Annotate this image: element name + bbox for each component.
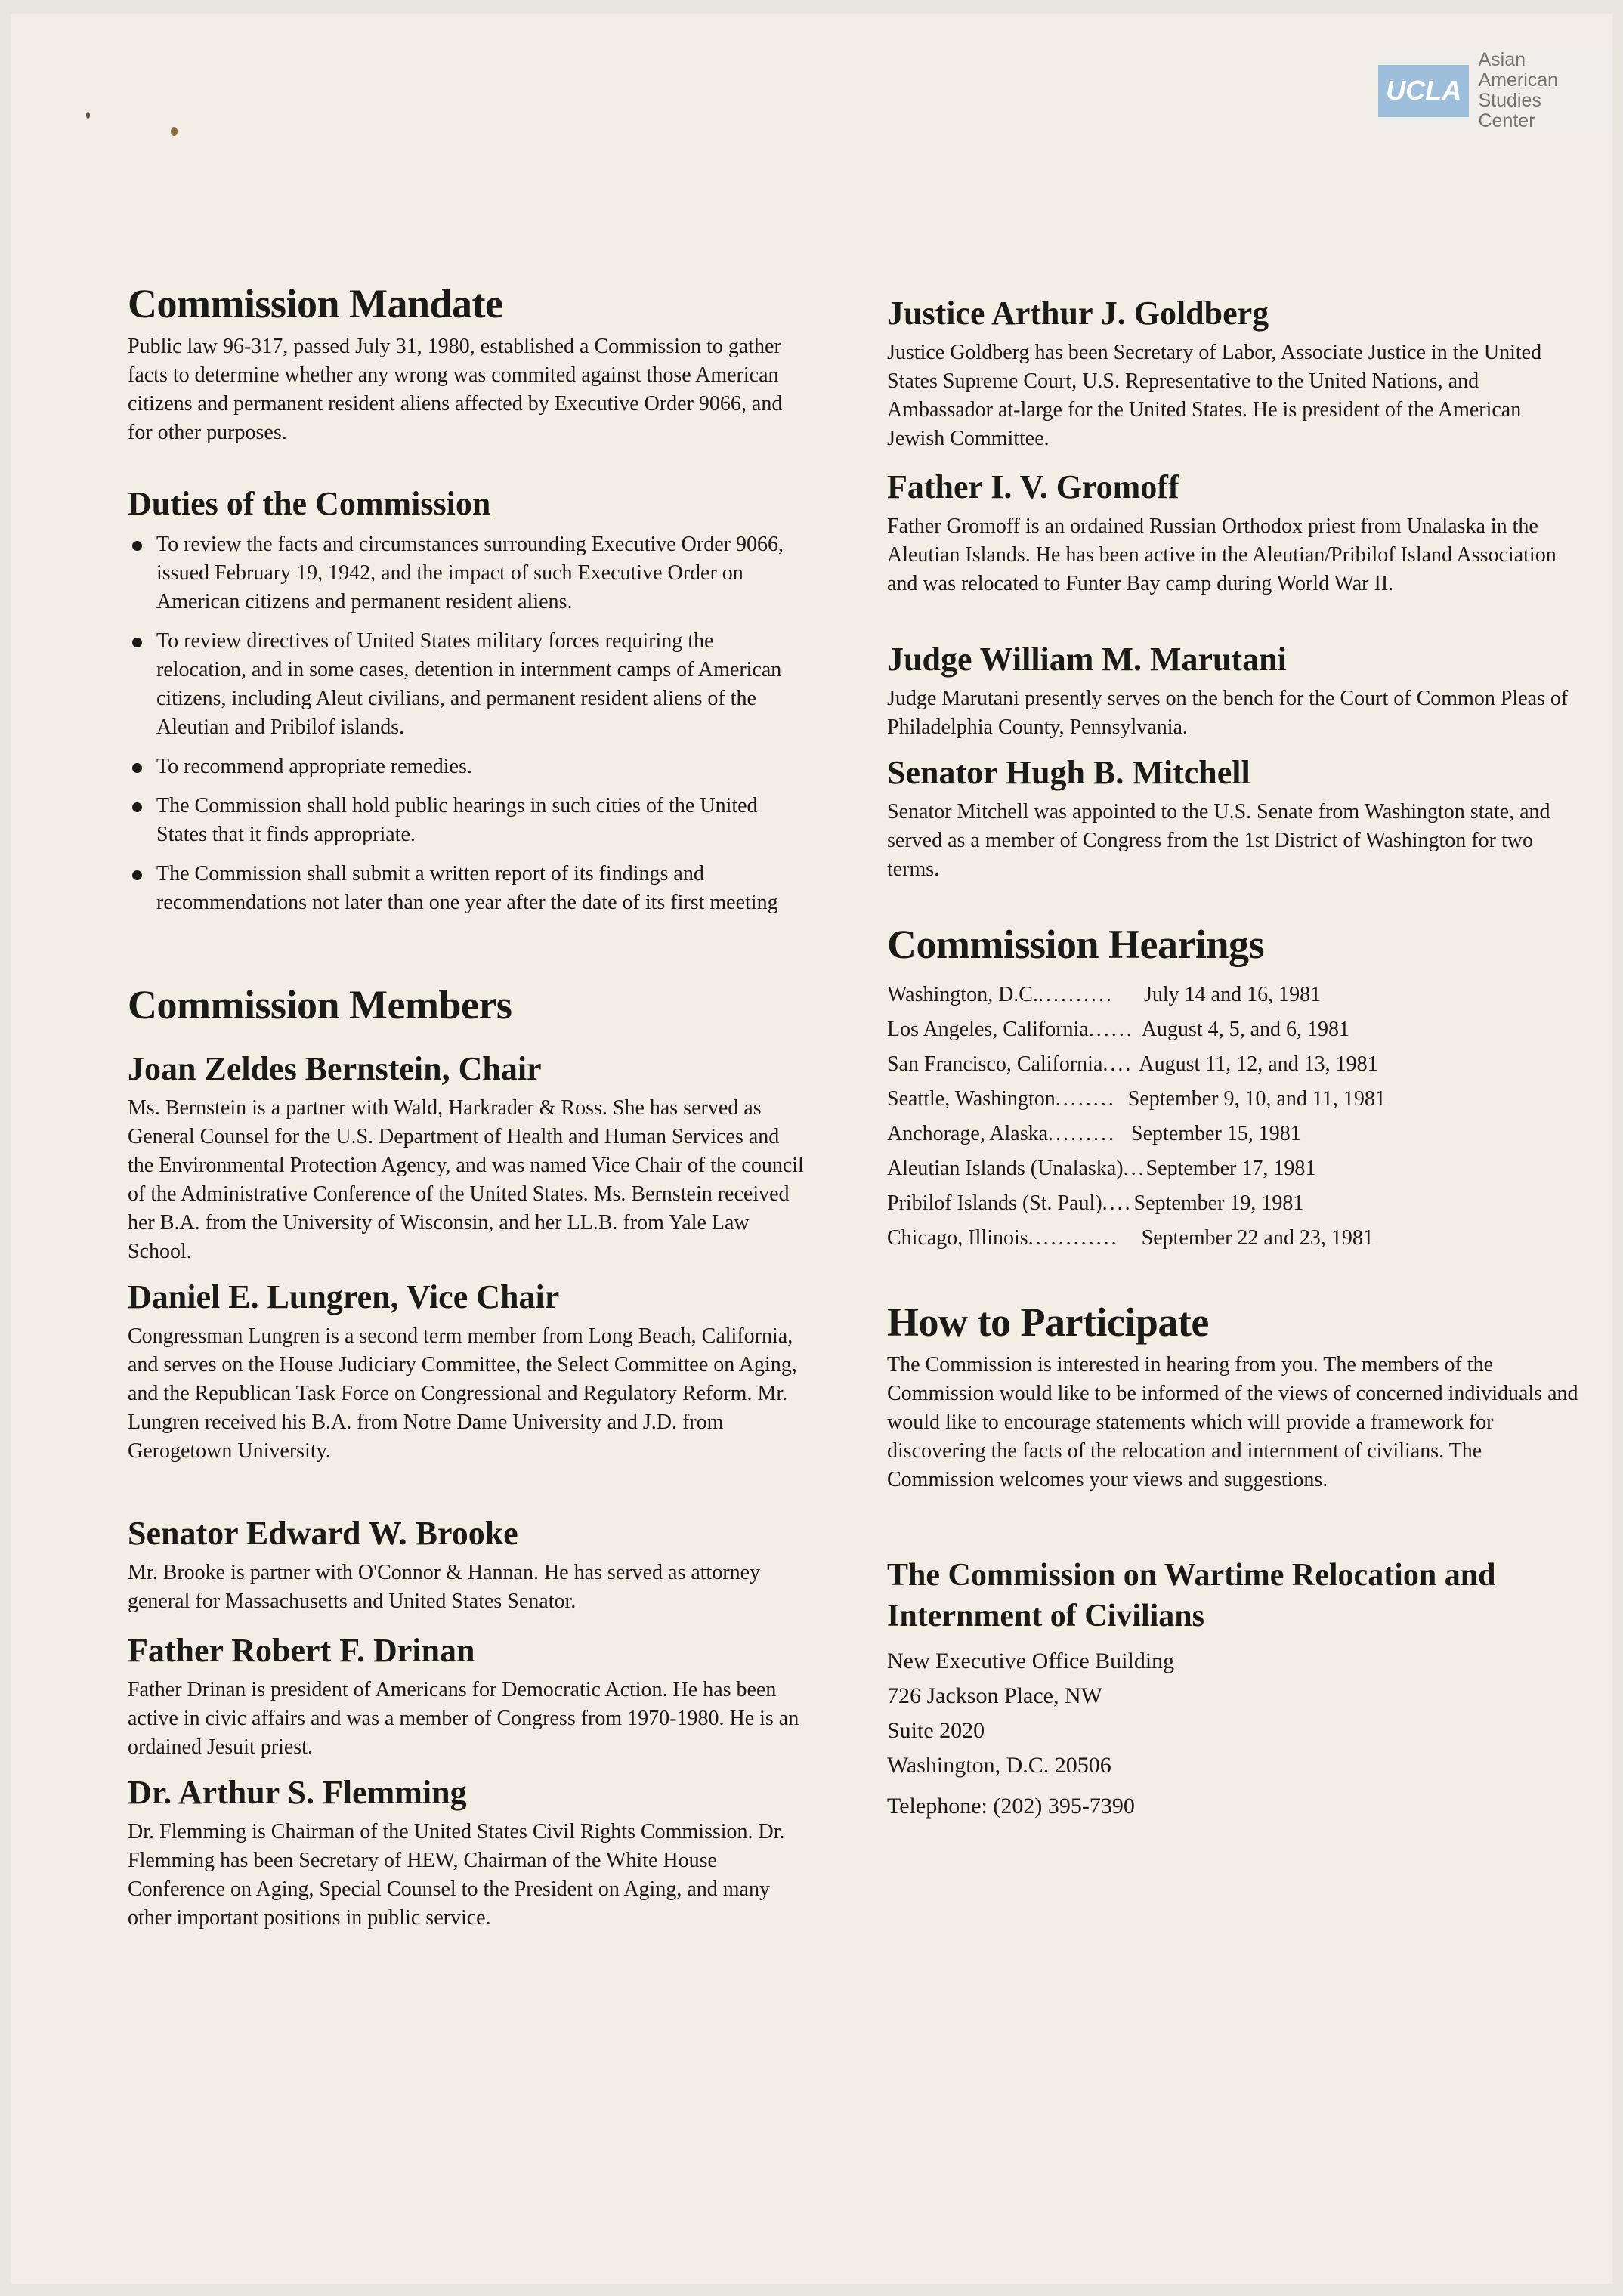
member-name: Senator Hugh B. Mitchell [887, 754, 1250, 791]
duty-item [128, 530, 808, 616]
hearing-row [887, 1012, 1582, 1047]
member-bio: Father Drinan is president of Americans for Democratic Action. He has been active in civic affairs and was a member of Congress from 1970-1980. He is an ordained Jesuit priest. [128, 1678, 799, 1759]
hearing-row [887, 1047, 1582, 1082]
duty-item [128, 752, 808, 781]
member-bio: Father Gromoff is an ordained Russian Orthodox priest from Unalaska in the Aleutian Islands. He has been active in the Aleutian/Pribilof Island Association and was relocated to Funter Bay camp during World War II. [887, 515, 1557, 595]
telephone: Telephone: (202) 395-7390 [887, 1794, 1135, 1819]
address-line: 726 Jackson Place, NW [887, 1683, 1102, 1708]
dot-leader: ......... [1048, 1122, 1117, 1145]
hearing-place: Aleutian Islands (Unalaska) [887, 1157, 1124, 1180]
hearing-date: September 19, 1981 [1133, 1191, 1304, 1215]
hearing-date: September 17, 1981 [1145, 1157, 1316, 1180]
hearing-date: August 11, 12, and 13, 1981 [1139, 1052, 1378, 1076]
member-name: Judge William M. Marutani [887, 641, 1287, 678]
scan-speck [86, 112, 90, 119]
hearing-row [887, 1221, 1582, 1256]
hearing-place: Los Angeles, California [887, 1018, 1089, 1041]
mandate-section [128, 280, 808, 447]
member-entry [128, 1630, 808, 1762]
member-entry [887, 752, 1582, 884]
members-section [128, 981, 808, 1029]
dot-leader: ...... [1088, 1018, 1134, 1041]
hearing-date: July 14 and 16, 1981 [1143, 983, 1322, 1006]
member-entry [128, 1277, 808, 1466]
duties-section [128, 484, 808, 928]
duty-text: To review directives of United States military forces requiring the relocation, and in some cases, detention in internment camps of American citizens, including Aleut civilians, and permanent resident aliens of the Aleutian and Pribilof islands. [156, 629, 782, 739]
dot-leader: ........ [1055, 1087, 1116, 1111]
member-entry [128, 1513, 808, 1616]
hearing-place: Pribilof Islands (St. Paul) [887, 1191, 1102, 1215]
duty-item [128, 627, 808, 742]
hearing-date: September 22 and 23, 1981 [1141, 1226, 1374, 1250]
duties-heading: Duties of the Commission [128, 485, 491, 522]
member-entry [887, 467, 1582, 598]
member-name: Father Robert F. Drinan [128, 1632, 475, 1669]
contact-heading: The Commission on Wartime Relocation and Internment of Civilians [887, 1558, 1496, 1633]
participate-heading: How to Participate [887, 1299, 1209, 1345]
member-name: Dr. Arthur S. Flemming [128, 1774, 467, 1811]
hearing-row [887, 1117, 1582, 1151]
hearing-row [887, 1151, 1582, 1186]
dot-leader: ............ [1028, 1226, 1119, 1250]
hearing-place: Anchorage, Alaska [887, 1122, 1049, 1145]
hearing-row [887, 1186, 1582, 1221]
hearing-place: Seattle, Washington [887, 1087, 1056, 1111]
address-line: Suite 2020 [887, 1718, 985, 1743]
bullet-icon [132, 802, 142, 812]
hearing-row [887, 978, 1582, 1012]
member-name: Joan Zeldes Bernstein, Chair [128, 1050, 542, 1087]
address-line: Washington, D.C. 20506 [887, 1753, 1111, 1778]
contact-address [887, 1644, 1537, 1824]
dot-leader: .... [1102, 1052, 1133, 1076]
hearing-date: September 9, 10, and 11, 1981 [1127, 1087, 1386, 1111]
hearing-date: September 15, 1981 [1131, 1122, 1301, 1145]
member-bio: Ms. Bernstein is a partner with Wald, Harkrader & Ross. She has served as General Counsel for the U.S. Department of Health and Human Services and the Environmental Protection Agency, and was named Vice Chair of the council of the Administrative Conference of the United States. Ms. Bernstein received her B.A. from the University of Wisconsin, and her LL.B. from Yale Law School. [128, 1096, 804, 1263]
members-heading: Commission Members [128, 982, 512, 1027]
ucla-aasc-logo [1378, 50, 1612, 131]
hearing-place: Chicago, Illinois [887, 1226, 1028, 1250]
bullet-icon [132, 541, 142, 551]
member-entry [887, 293, 1582, 453]
dot-leader: ... [1123, 1157, 1146, 1180]
duty-text: To recommend appropriate remedies. [156, 755, 472, 778]
member-name: Father I. V. Gromoff [887, 468, 1179, 505]
hearings-heading: Commission Hearings [887, 922, 1265, 967]
duty-item [128, 860, 808, 917]
member-name: Justice Arthur J. Goldberg [887, 295, 1269, 332]
hearing-place: Washington, D.C. [887, 983, 1038, 1006]
member-bio: Justice Goldberg has been Secretary of Labor, Associate Justice in the United States Supreme Court, U.S. Representative to the United Nations, and Ambassador at-large for the United States. He is president of the American Jewish Committee. [887, 341, 1542, 450]
duty-item [128, 792, 808, 849]
bullet-icon [132, 638, 142, 647]
member-bio: Senator Mitchell was appointed to the U.S. Senate from Washington state, and served as a member of Congress from the 1st District of Washington for two terms. [887, 800, 1550, 881]
mandate-text: Public law 96-317, passed July 31, 1980, established a Commission to gather facts to determine whether any wrong was commited against those American citizens and permanent resident aliens affected by Executive Order 9066, and for other purposes. [128, 335, 783, 444]
bullet-icon [132, 763, 142, 773]
duty-text: The Commission shall hold public hearings in such cities of the United States that it finds appropriate. [156, 794, 758, 846]
duty-text: The Commission shall submit a written report of its findings and recommendations not later than one year after the date of its first meeting [156, 862, 778, 914]
ucla-logo-mark: UCLA [1378, 65, 1469, 117]
duties-list [128, 530, 808, 917]
hearing-row [887, 1082, 1582, 1117]
contact-section [887, 1555, 1537, 1824]
member-bio: Dr. Flemming is Chairman of the United States Civil Rights Commission. Dr. Flemming has been Secretary of HEW, Chairman of the White House Conference on Aging, Special Counsel to the President on Aging, and many other important positions in public service. [128, 1820, 785, 1930]
hearings-list [887, 978, 1582, 1256]
member-bio: Congressman Lungren is a second term member from Long Beach, California, and serves on the House Judiciary Committee, the Select Committee on Aging, and the Republican Task Force on Congressional and Regulatory Reform. Mr. Lungren received his B.A. from Notre Dame University and J.D. from Gerogetown University. [128, 1324, 797, 1463]
member-bio: Judge Marutani presently serves on the bench for the Court of Common Pleas of Philadelphia County, Pennsylvania. [887, 687, 1569, 739]
mandate-heading: Commission Mandate [128, 281, 503, 326]
duty-text: To review the facts and circumstances surrounding Executive Order 9066, issued February 19, 1942, and the impact of such Executive Order on American citizens and permanent resident aliens. [156, 533, 784, 613]
participate-text: The Commission is interested in hearing from you. The members of the Commission would like to be informed of the views of concerned individuals and would like to encourage statements which will provide a framework for discovering the facts of the relocation and internment of civilians. The Commission welcomes your views and suggestions. [887, 1353, 1578, 1491]
logo-line-1: Asian American [1478, 49, 1559, 91]
document-page [11, 14, 1612, 2284]
logo-text [1469, 50, 1612, 131]
address-line: New Executive Office Building [887, 1649, 1175, 1673]
scan-speck [171, 127, 178, 136]
member-entry [887, 639, 1582, 742]
hearing-place: San Francisco, California [887, 1052, 1103, 1076]
member-name: Daniel E. Lungren, Vice Chair [128, 1278, 560, 1315]
member-entry [128, 1772, 808, 1933]
member-bio: Mr. Brooke is partner with O'Connor & Hannan. He has served as attorney general for Massachusetts and United States Senator. [128, 1561, 761, 1613]
hearing-date: August 4, 5, and 6, 1981 [1141, 1018, 1350, 1041]
hearings-section [887, 920, 1582, 1256]
dot-leader: .... [1102, 1191, 1133, 1215]
member-name: Senator Edward W. Brooke [128, 1515, 518, 1552]
bullet-icon [132, 870, 142, 880]
logo-line-2: Studies Center [1478, 90, 1541, 131]
participate-section [887, 1298, 1582, 1494]
member-entry [128, 1049, 808, 1266]
dot-leader: .......... [1037, 983, 1114, 1006]
